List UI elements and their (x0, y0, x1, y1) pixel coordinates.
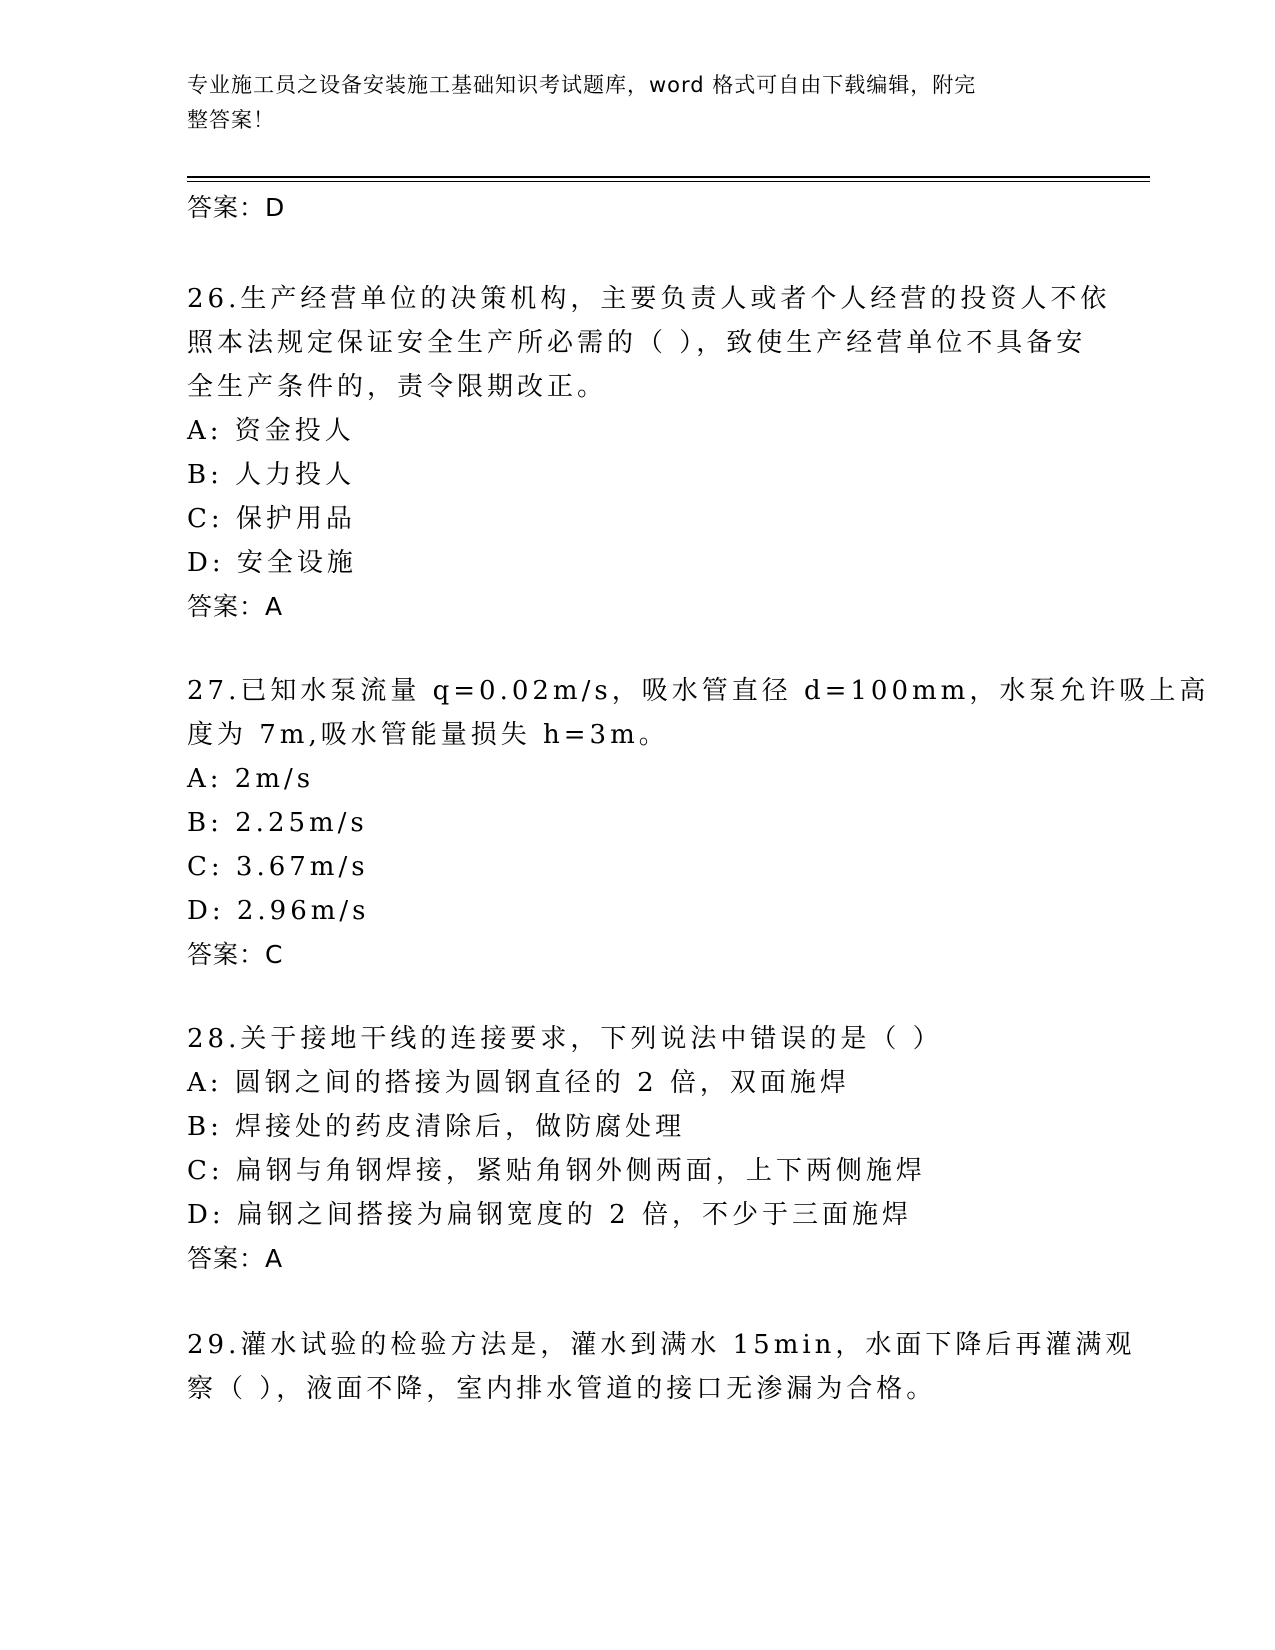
question-26-line-3: 全生产条件的，责令限期改正。 (187, 372, 608, 402)
question-26-option-d: D: 安全设施 (187, 548, 357, 578)
question-26-option-a: A: 资金投人 (187, 416, 355, 446)
answer-26: 答案：A (187, 592, 284, 621)
question-27-option-a: A: 2m/s (187, 764, 315, 794)
question-27-option-c: C: 3.67m/s (187, 852, 369, 882)
question-28-line-1: 28.关于接地干线的连接要求，下列说法中错误的是（ ） (187, 1024, 943, 1054)
question-29-line-2: 察（ ），液面不降，室内排水管道的接口无渗漏为合格。 (187, 1374, 937, 1404)
answer-28: 答案：A (187, 1244, 284, 1273)
question-26-option-b: B: 人力投人 (187, 460, 356, 490)
question-28-option-d: D: 扁钢之间搭接为扁钢宽度的 2 倍，不少于三面施焊 (187, 1200, 912, 1230)
question-27-line-2: 度为 7m,吸水管能量损失 h=3m。 (187, 720, 669, 750)
question-26-line-1: 26.生产经营单位的决策机构，主要负责人或者个人经营的投资人不依 (187, 284, 1111, 314)
question-27-option-d: D: 2.96m/s (187, 896, 370, 926)
header-divider-thin (187, 181, 1150, 182)
question-27-option-b: B: 2.25m/s (187, 808, 368, 838)
question-26-line-2: 照本法规定保证安全生产所必需的（ ），致使生产经营单位不具备安 (187, 328, 1087, 358)
header-line-1: 专业施工员之设备安装施工基础知识考试题库，word 格式可自由下载编辑，附完 (187, 73, 977, 97)
header-line-2: 整答案！ (187, 108, 275, 132)
header-divider-thick (187, 176, 1150, 178)
document-header (187, 68, 1067, 138)
question-29-line-1: 29.灌水试验的检验方法是，灌水到满水 15min，水面下降后再灌满观 (187, 1330, 1136, 1360)
question-28-option-b: B: 焊接处的药皮清除后，做防腐处理 (187, 1112, 686, 1142)
answer-27: 答案：C (187, 940, 284, 969)
question-26-option-c: C: 保护用品 (187, 504, 356, 534)
answer-25: 答案：D (187, 193, 286, 222)
question-27-line-1: 27.已知水泵流量 q=0.02m/s，吸水管直径 d=100mm，水泵允许吸上高 (187, 676, 1210, 706)
question-28-option-a: A: 圆钢之间的搭接为圆钢直径的 2 倍，双面施焊 (187, 1068, 850, 1098)
question-28-option-c: C: 扁钢与角钢焊接，紧贴角钢外侧两面，上下两侧施焊 (187, 1156, 926, 1186)
